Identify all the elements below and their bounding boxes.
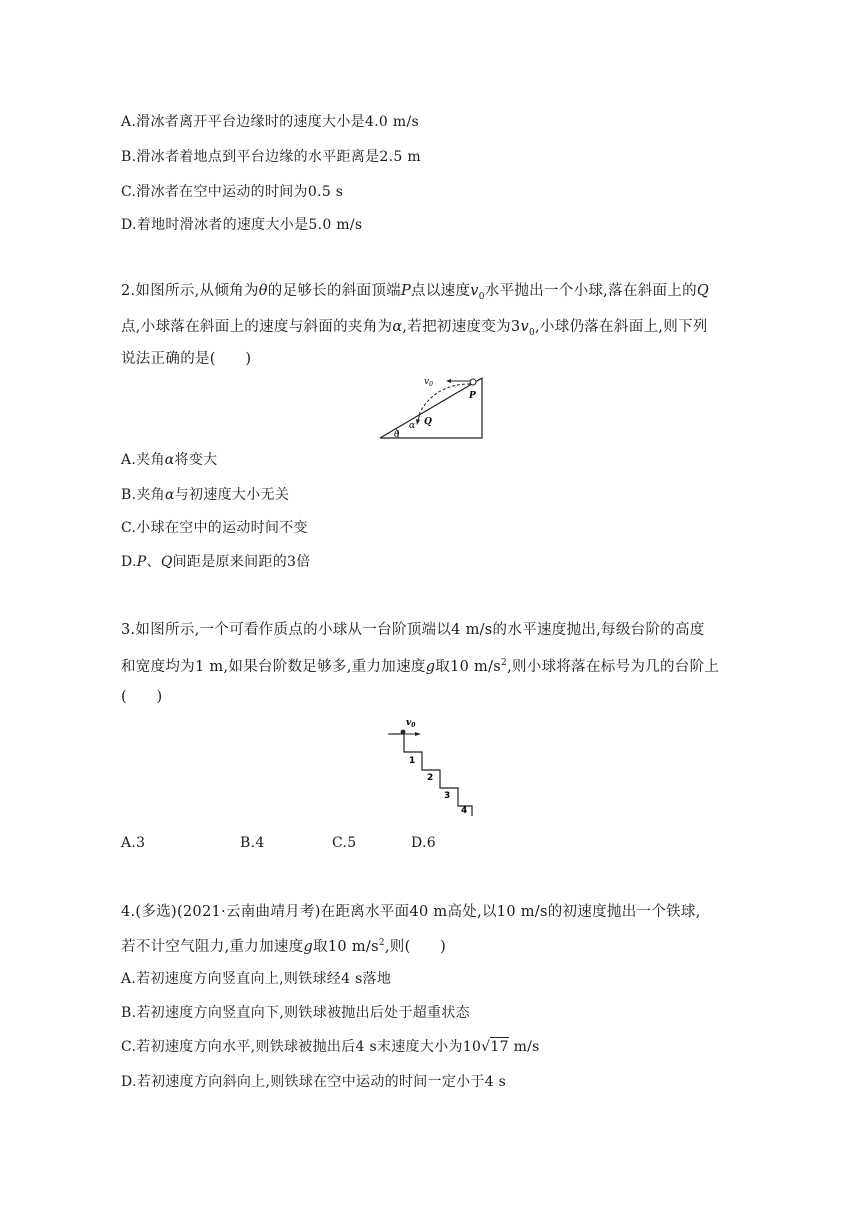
radicand: 17 [490,1039,509,1055]
q2-option-c: C.小球在空中的运动时间不变 [121,520,308,536]
label-v0: $v_0$ [424,377,433,388]
q3-stem-line-1: 3.如图所示,一个可看作质点的小球从一台阶顶端以4 m/s的水平速度抛出,每级台阶的高度 [121,622,705,638]
step-label-4: 4 [461,806,468,816]
incline-figure [376,370,484,442]
q3-option-a: A.3 [121,835,146,851]
q1-option-c: C.滑冰者在空中运动的时间为0.5 s [121,184,344,200]
label-theta: θ [394,430,400,440]
q1-option-b: B.滑冰者着地点到平台边缘的水平距离是2.5 m [121,149,421,165]
q4-stem-line-2: 若不计空气阻力,重力加速度g取10 $m/s^2$,则( ) [121,938,447,955]
label-alpha: α [409,421,416,431]
label-q: Q [424,417,432,427]
q2-stem-line-2: 点,小球落在斜面上的速度与斜面的夹角为α,若把初速度变为$3v_0$,小球仍落在斜面上,则下列 [121,319,708,338]
sqrt-sign: √ [481,1039,491,1055]
label-p: P [469,391,476,401]
q3-options [121,834,521,852]
q2-stem-line-1: 2.如图所示,从倾角为θ的足够长的斜面顶端P点以速度$v_0$水平抛出一个小球,落在斜面上的Q [121,283,710,302]
q3-option-b: B.4 [240,835,265,851]
q4-stem-line-1: 4.(多选)(2021·云南曲靖月考)在距离水平面40 m高处,以10 m/s的初速度抛出一个铁球, [121,904,701,920]
q2-option-b: B.夹角α与初速度大小无关 [121,487,290,503]
q4-option-a: A.若初速度方向竖直向上,则铁球经4 s落地 [121,971,392,987]
q3-option-d: D.6 [411,835,436,851]
step-label-1: 1 [409,756,416,766]
stairs-figure [384,714,476,818]
q3-stem-line-3: ( ) [121,689,163,705]
q2-option-d: D.P、Q间距是原来间距的3倍 [121,554,311,570]
step-label-3: 3 [444,791,451,801]
q4-option-d: D.若初速度方向斜向上,则铁球在空中运动的时间一定小于4 s [121,1074,507,1090]
q2-stem-line-3: 说法正确的是( ) [121,351,252,367]
q4-option-c: C.若初速度方向水平,则铁球被抛出后4 s末速度大小为10√17 m/s [121,1039,540,1055]
q4-option-b: B.若初速度方向竖直向下,则铁球被抛出后处于超重状态 [121,1005,470,1021]
q3-option-c: C.5 [332,835,357,851]
q3-stem-line-2: 和宽度均为1 m,如果台阶数足够多,重力加速度g取10 $m/s^2$,则小球将落在标号为几的台阶上 [121,658,720,675]
label-v0: $v_0$ [406,718,416,729]
step-label-2: 2 [427,773,434,783]
q2-option-a: A.夹角α将变大 [121,452,218,468]
q1-option-d: D.着地时滑冰者的速度大小是5.0 m/s [121,217,363,233]
q1-option-a: A.滑冰者离开平台边缘时的速度大小是4.0 m/s [121,114,419,130]
